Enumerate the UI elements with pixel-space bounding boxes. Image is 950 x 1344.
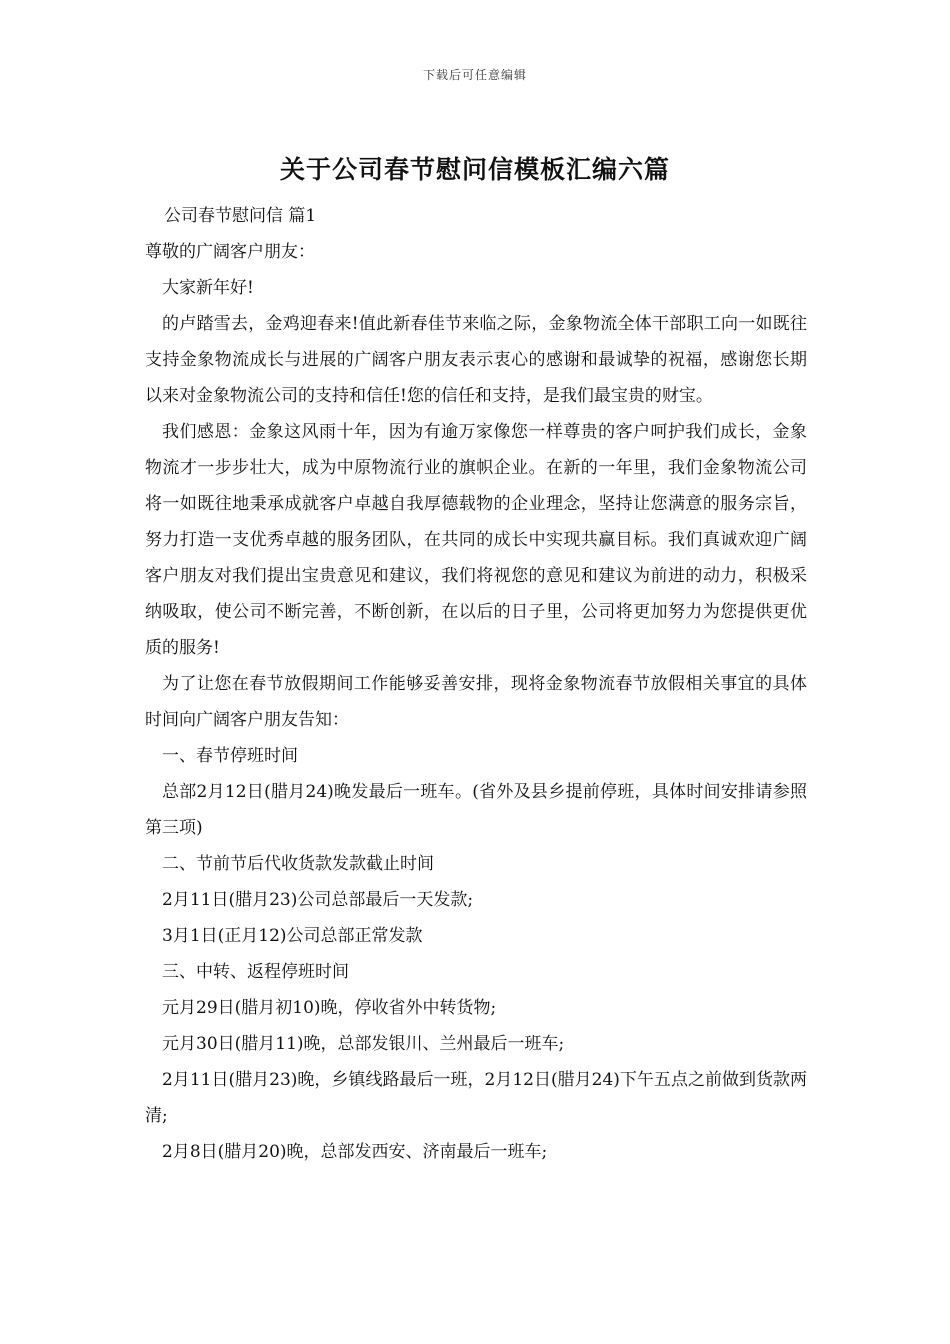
list-item: 元月29日(腊月初10)晚，停收省外中转货物;: [162, 998, 497, 1018]
section-heading: 公司春节慰问信 篇1: [164, 206, 317, 226]
list-heading: 三、中转、返程停班时间: [162, 962, 349, 982]
paragraph: 大家新年好!: [162, 278, 254, 298]
list-heading: 一、春节停班时间: [162, 746, 298, 766]
document-body: [145, 198, 807, 1170]
list-item: 2月11日(腊月23)晚，乡镇线路最后一班，2月12日(腊月24)下午五点之前做到货款两清;: [145, 1070, 807, 1126]
paragraph: 的卢踏雪去，金鸡迎春来!值此新春佳节来临之际，金象物流全体干部职工向一如既往支持金象物流成长与进展的广阔客户朋友表示衷心的感谢和最诚挚的祝福，感谢您长期以来对金象物流公司的支持和信任!您的信任和支持，是我们最宝贵的财宝。: [145, 314, 807, 406]
list-item: 2月8日(腊月20)晚，总部发西安、济南最后一班车;: [162, 1142, 548, 1162]
list-heading: 二、节前节后代收货款发款截止时间: [162, 854, 434, 874]
header-note: 下载后可任意编辑: [422, 68, 527, 82]
list-item: 3月1日(正月12)公司总部正常发款: [162, 926, 423, 946]
salutation: 尊敬的广阔客户朋友：: [145, 242, 315, 262]
paragraph: 我们感恩：金象这风雨十年，因为有逾万家像您一样尊贵的客户呵护我们成长，金象物流才一步步壮大，成为中原物流行业的旗帜企业。在新的一年里，我们金象物流公司将一如既往地秉承成就客户卓越自我厚德载物的企业理念，坚持让您满意的服务宗旨，努力打造一支优秀卓越的服务团队，在共同的成长中实现共赢目标。我们真诚欢迎广阔客户朋友对我们提出宝贵意见和建议，我们将视您的意见和建议为前进的动力，积极采纳吸取，使公司不断完善，不断创新，在以后的日子里，公司将更加努力为您提供更优质的服务!: [145, 422, 807, 658]
list-item: 2月11日(腊月23)公司总部最后一天发款;: [162, 890, 474, 910]
paragraph: 总部2月12日(腊月24)晚发最后一班车。(省外及县乡提前停班，具体时间安排请参照第三项): [145, 782, 807, 838]
document-title: 关于公司春节慰问信模板汇编六篇: [279, 155, 670, 184]
paragraph: 为了让您在春节放假期间工作能够妥善安排，现将金象物流春节放假相关事宜的具体时间向广阔客户朋友告知：: [145, 674, 807, 730]
list-item: 元月30日(腊月11)晚，总部发银川、兰州最后一班车;: [162, 1034, 565, 1054]
